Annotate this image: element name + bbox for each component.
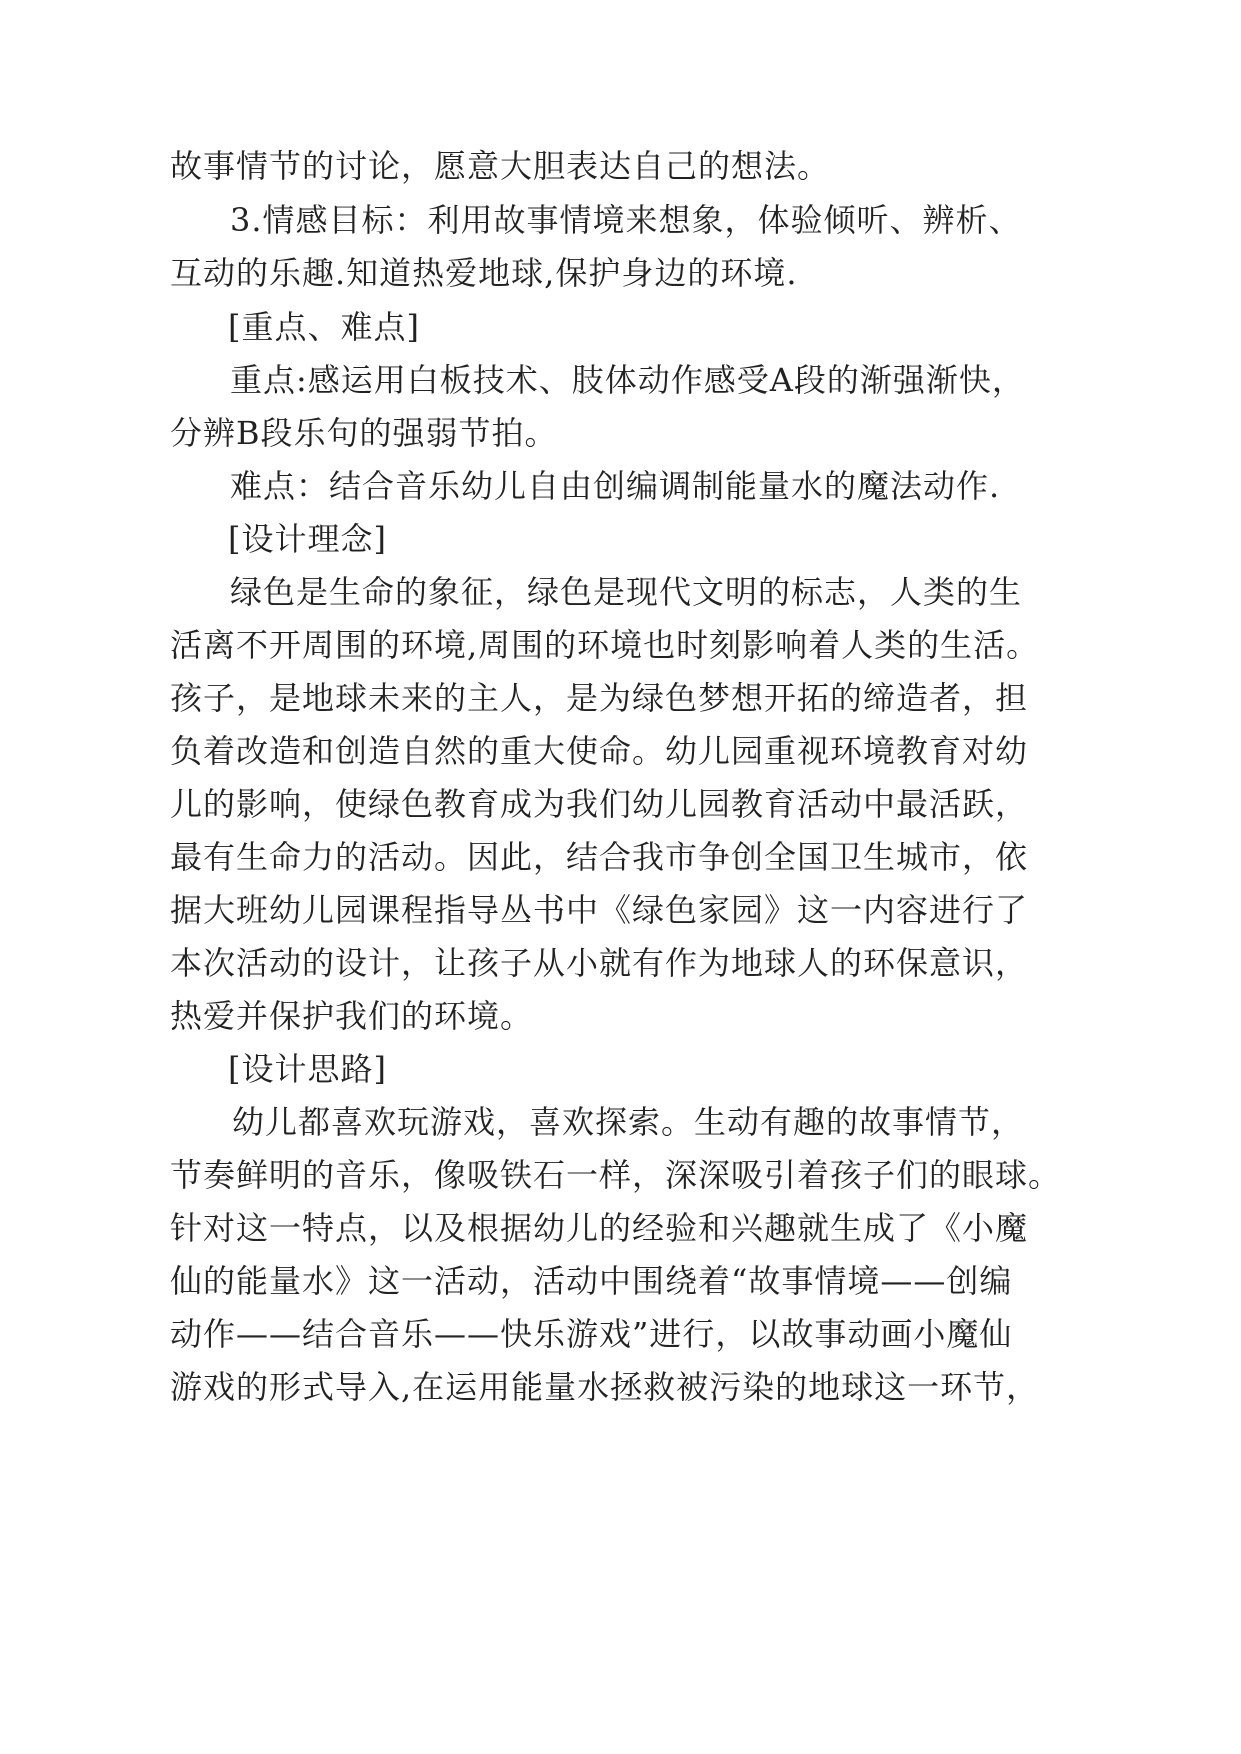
text-line-1: 故事情节的讨论，愿意大胆表达自己的想法。 <box>170 147 831 185</box>
text-line-19: 幼儿都喜欢玩游戏，喜欢探索。生动有趣的故事情节， <box>232 1103 1025 1141</box>
section-heading-design-approach: [设计思路] <box>228 1050 387 1088</box>
text-line-6: 分辨B段乐句的强弱节拍。 <box>170 414 558 452</box>
text-line-22: 仙的能量水》这一活动，活动中围绕着“故事情境——创编 <box>170 1262 1013 1300</box>
text-line-13: 儿的影响，使绿色教育成为我们幼儿园教育活动中最活跃， <box>170 785 1029 823</box>
text-line-9: 绿色是生命的象征，绿色是现代文明的标志，人类的生 <box>230 573 1023 611</box>
text-line-16: 本次活动的设计，让孩子从小就有作为地球人的环保意识， <box>170 944 1029 982</box>
text-line-24: 游戏的形式导入,在运用能量水拯救被污染的地球这一环节， <box>170 1368 1040 1406</box>
text-line-12: 负着改造和创造自然的重大使命。幼儿园重视环境教育对幼 <box>170 732 1029 770</box>
text-line-20: 节奏鲜明的音乐，像吸铁石一样，深深吸引着孩子们的眼球。 <box>170 1156 1062 1194</box>
text-line-11: 孩子，是地球未来的主人，是为绿色梦想开拓的缔造者，担 <box>170 679 1029 717</box>
text-line-21: 针对这一特点，以及根据幼儿的经验和兴趣就生成了《小魔 <box>170 1209 1029 1247</box>
text-line-17: 热爱并保护我们的环境。 <box>170 997 534 1035</box>
text-line-7: 难点：结合音乐幼儿自由创编调制能量水的魔法动作. <box>230 467 1001 505</box>
text-line-23: 动作——结合音乐——快乐游戏”进行，以故事动画小魔仙 <box>170 1315 1013 1353</box>
section-heading-key-points: [重点、难点] <box>228 308 420 346</box>
text-line-5: 重点:感运用白板技术、肢体动作感受A段的渐强渐快， <box>230 361 1025 399</box>
text-line-10: 活离不开周围的环境,周围的环境也时刻影响着人类的生活。 <box>170 626 1040 664</box>
text-line-3: 互动的乐趣.知道热爱地球,保护身边的环境. <box>170 254 798 292</box>
text-line-15: 据大班幼儿园课程指导丛书中《绿色家园》这一内容进行了 <box>170 891 1029 929</box>
text-line-14: 最有生命力的活动。因此，结合我市争创全国卫生城市，依 <box>170 838 1029 876</box>
text-line-2: 3.情感目标：利用故事情境来想象，体验倾听、辨析、 <box>230 201 1022 239</box>
section-heading-design-concept: [设计理念] <box>228 520 387 558</box>
